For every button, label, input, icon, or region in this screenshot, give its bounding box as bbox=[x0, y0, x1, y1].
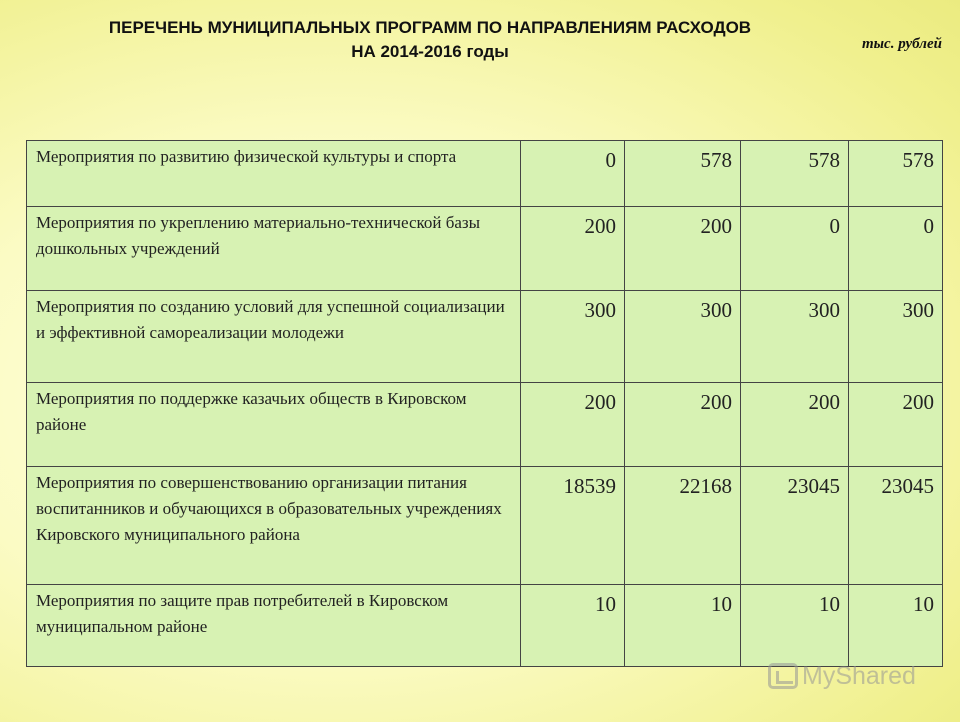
table-row bbox=[27, 383, 943, 467]
value-cell: 0 bbox=[521, 141, 625, 207]
value-cell: 200 bbox=[521, 383, 625, 467]
table-row bbox=[27, 585, 943, 667]
value-cell: 0 bbox=[849, 207, 943, 291]
watermark bbox=[768, 658, 916, 694]
value-cell: 10 bbox=[741, 585, 849, 667]
value-cell: 300 bbox=[625, 291, 741, 383]
value-cell: 0 bbox=[741, 207, 849, 291]
value-cell: 578 bbox=[741, 141, 849, 207]
value-cell: 200 bbox=[625, 383, 741, 467]
value-cell: 10 bbox=[849, 585, 943, 667]
page-title bbox=[20, 16, 840, 64]
programs-table bbox=[26, 140, 943, 667]
value-cell: 200 bbox=[849, 383, 943, 467]
value-cell: 300 bbox=[521, 291, 625, 383]
table-row bbox=[27, 207, 943, 291]
program-name: Мероприятия по совершенствованию организации питания воспитанников и обучающихся в образовательных учреждениях Кировского муниципального района bbox=[27, 467, 521, 585]
program-name: Мероприятия по развитию физической культуры и спорта bbox=[27, 141, 521, 207]
units-label: тыс. рублей bbox=[861, 36, 942, 52]
program-name: Мероприятия по поддержке казачьих обществ в Кировском районе bbox=[27, 383, 521, 467]
value-cell: 300 bbox=[849, 291, 943, 383]
program-name: Мероприятия по защите прав потребителей в Кировском муниципальном районе bbox=[27, 585, 521, 667]
table-row bbox=[27, 141, 943, 207]
program-name: Мероприятия по укреплению материально-технической базы дошкольных учреждений bbox=[27, 207, 521, 291]
value-cell: 10 bbox=[625, 585, 741, 667]
title-line-2: НА 2014-2016 годы bbox=[351, 42, 509, 61]
value-cell: 300 bbox=[741, 291, 849, 383]
value-cell: 578 bbox=[625, 141, 741, 207]
watermark-text: MyShared bbox=[802, 661, 916, 690]
value-cell: 200 bbox=[625, 207, 741, 291]
value-cell: 200 bbox=[521, 207, 625, 291]
title-line-1: ПЕРЕЧЕНЬ МУНИЦИПАЛЬНЫХ ПРОГРАММ ПО НАПРАВЛЕНИЯМ РАСХОДОВ bbox=[108, 18, 752, 37]
value-cell: 200 bbox=[741, 383, 849, 467]
value-cell: 18539 bbox=[521, 467, 625, 585]
table-row bbox=[27, 291, 943, 383]
value-cell: 22168 bbox=[625, 467, 741, 585]
value-cell: 578 bbox=[849, 141, 943, 207]
program-name: Мероприятия по созданию условий для успешной социализации и эффективной самореализации молодежи bbox=[27, 291, 521, 383]
value-cell: 10 bbox=[521, 585, 625, 667]
value-cell: 23045 bbox=[849, 467, 943, 585]
table-row bbox=[27, 467, 943, 585]
presentation-icon bbox=[768, 663, 798, 689]
value-cell: 23045 bbox=[741, 467, 849, 585]
